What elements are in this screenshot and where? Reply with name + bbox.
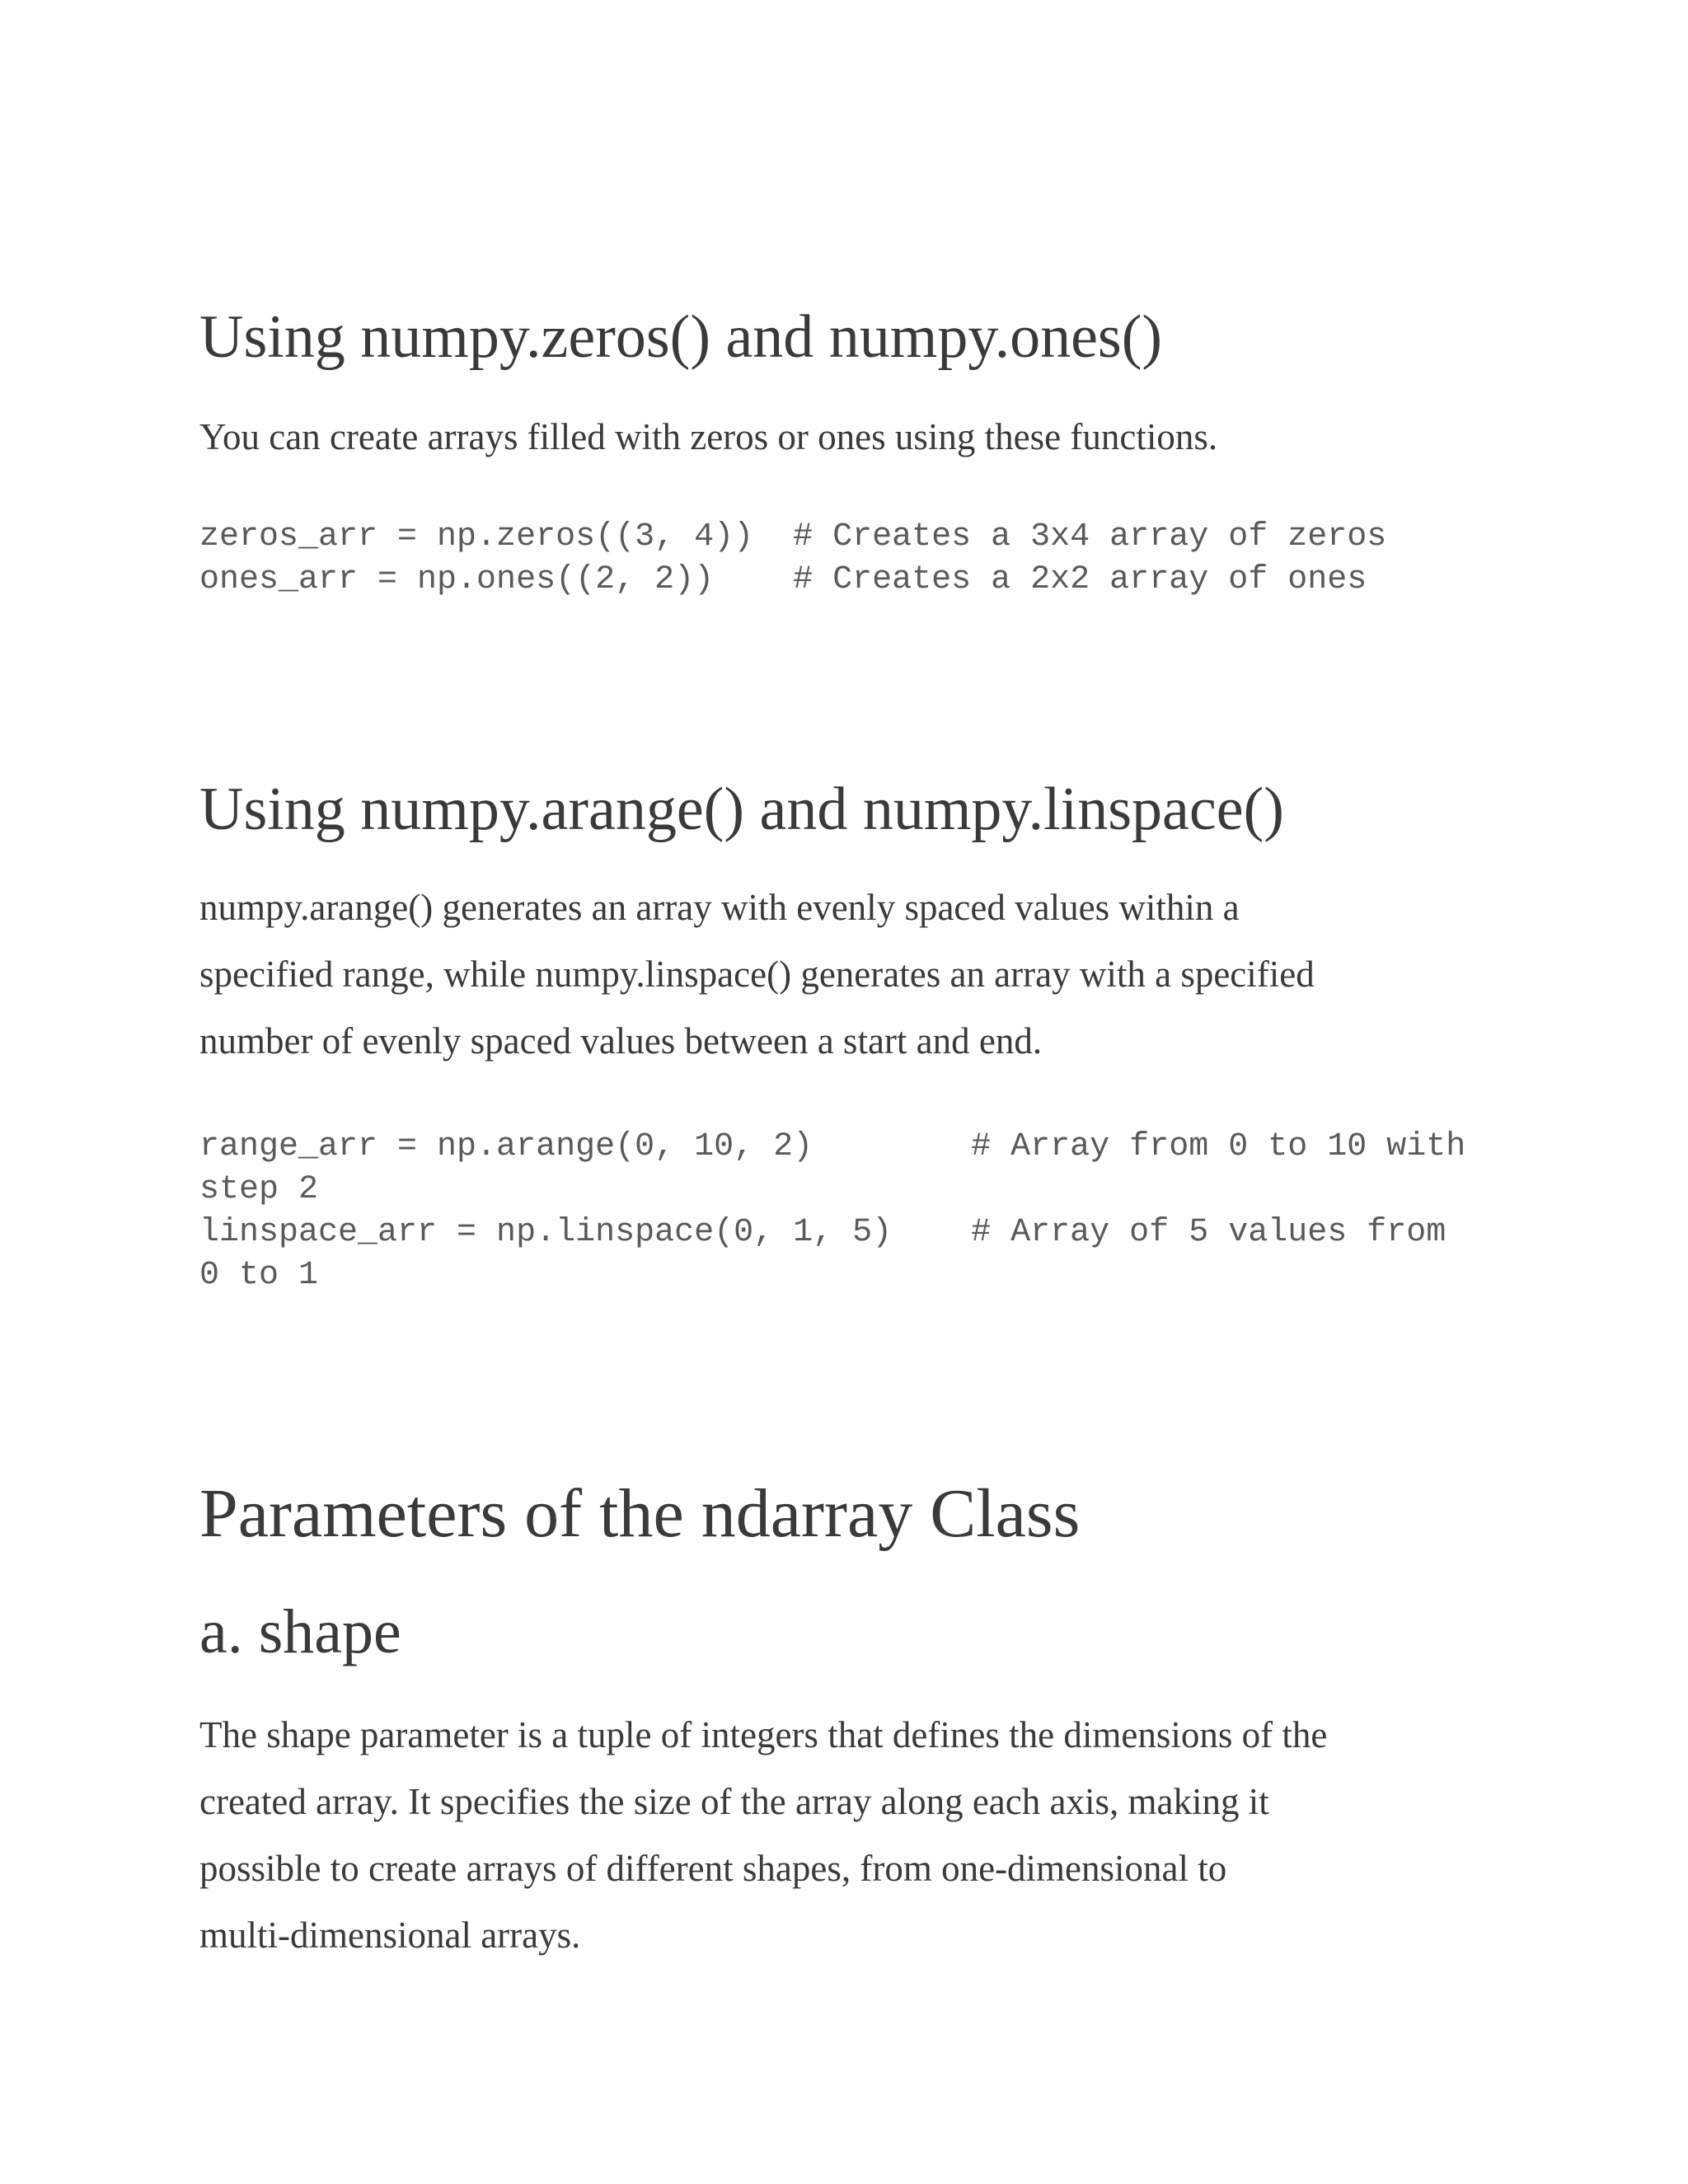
section-heading-zeros-ones: Using numpy.zeros() and numpy.ones(): [199, 303, 1162, 371]
paragraph-line: possible to create arrays of different shapes, from one-dimensional to: [199, 1848, 1227, 1889]
section-paragraph-shape: [199, 1702, 1327, 1969]
section-heading-ndarray-parameters: Parameters of the ndarray Class: [199, 1475, 1081, 1552]
paragraph-line: The shape parameter is a tuple of integers that defines the dimensions of the: [199, 1714, 1328, 1755]
code-line: 0 to 1: [199, 1257, 319, 1294]
paragraph-line: numpy.arange() generates an array with evenly spaced values within a: [199, 887, 1240, 928]
section-heading-arange-linspace: Using numpy.arange() and numpy.linspace(): [199, 776, 1284, 843]
paragraph-line: specified range, while numpy.linspace() generates an array with a specified: [199, 954, 1315, 995]
code-line: zeros_arr = np.zeros((3, 4)) # Creates a 3x4 array of zeros: [199, 518, 1387, 555]
subsection-heading-shape: a. shape: [199, 1597, 401, 1666]
paragraph-line: number of evenly spaced values between a start and end.: [199, 1020, 1043, 1062]
paragraph-line: multi-dimensional arrays.: [199, 1915, 581, 1956]
section-paragraph-zeros-ones: You can create arrays filled with zeros or ones using these functions.: [199, 416, 1218, 457]
code-line: ones_arr = np.ones((2, 2)) # Creates a 2x2 array of ones: [199, 561, 1367, 598]
code-line: linspace_arr = np.linspace(0, 1, 5) # Array of 5 values from: [199, 1214, 1447, 1251]
section-paragraph-arange-linspace: [199, 874, 1315, 1075]
paragraph-line: created array. It specifies the size of the array along each axis, making it: [199, 1781, 1269, 1822]
code-block-zeros-ones: [199, 516, 1386, 602]
code-block-arange-linspace: [199, 1126, 1465, 1297]
code-line: range_arr = np.arange(0, 10, 2) # Array from 0 to 10 with: [199, 1128, 1466, 1165]
code-line: step 2: [199, 1171, 319, 1208]
